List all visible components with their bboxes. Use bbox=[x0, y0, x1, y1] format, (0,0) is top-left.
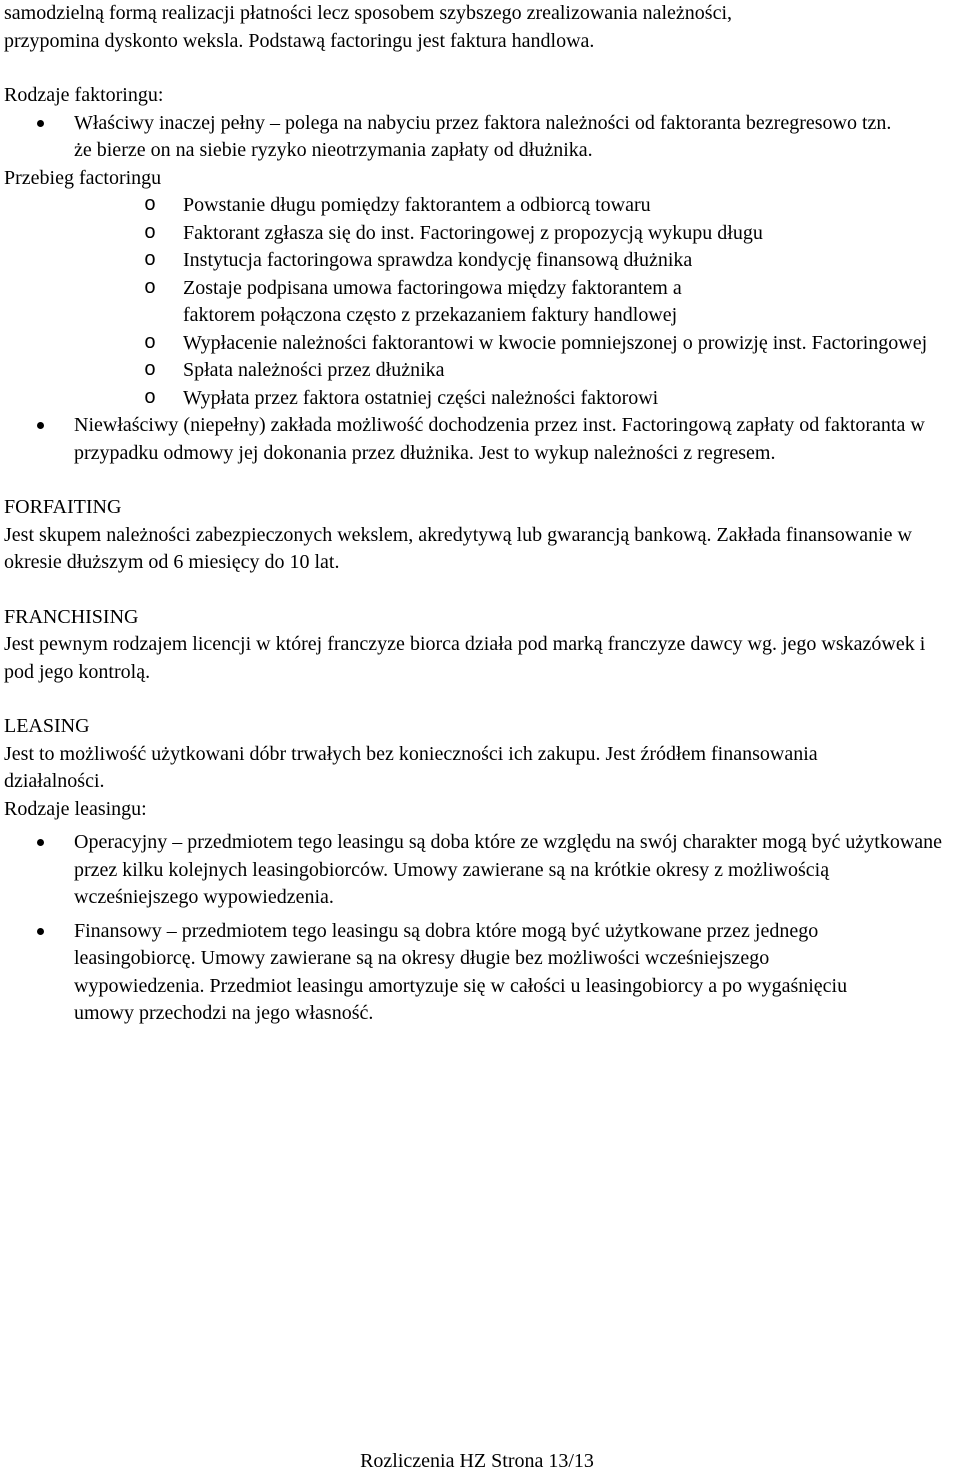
factoring-step: o Faktorant zgłasza się do inst. Factoringowej z propozycją wykupu długu bbox=[4, 220, 958, 248]
factoring-process-heading: Przebieg factoringu bbox=[4, 166, 162, 189]
factoring-type-improper-text: Niewłaściwy (niepełny) zakłada możliwość dochodzenia przez inst. Factoringową zapłaty od faktoranta w przypadku odmowy jej dokonania przez dłużnika. Jest to wykup należności z regresem. bbox=[74, 414, 925, 464]
document-page bbox=[4, 0, 958, 1028]
factoring-steps-list bbox=[4, 192, 958, 412]
intro-line-1: samodzielną formą realizacji płatności lecz sposobem szybszego zrealizowania należności, bbox=[4, 2, 733, 24]
factoring-types-heading: Rodzaje faktoringu: bbox=[4, 84, 164, 106]
leasing-text: Jest to możliwość użytkowani dóbr trwałych bez konieczności ich zakupu. Jest źródłem finansowania działalności. bbox=[4, 742, 818, 792]
franchising-heading: FRANCHISING bbox=[4, 605, 139, 628]
factoring-step: o Zostaje podpisana umowa factoringowa między faktorantem a faktorem połączona często z przekazaniem faktury handlowej bbox=[4, 275, 723, 330]
leasing-types-list bbox=[4, 829, 958, 1028]
forfaiting-heading: FORFAITING bbox=[4, 496, 122, 518]
leasing-type-financial-text: Finansowy – przedmiotem tego leasingu są dobra które mogą być użytkowane przez jednego leasingobiorcę. Umowy zawierane są na okresy długie bez możliwości wcześniejszego wypowiedzenia. Przedmiot leasingu amortyzuje się w całości u leasingobiorcy a po wygaśnięciu umowy przechodzi na jego własność. bbox=[74, 919, 848, 1024]
factoring-step: o Wypłacenie należności faktorantowi w kwocie pomniejszonej o prowizję inst. Factoringowej bbox=[4, 330, 953, 358]
factoring-step: o Powstanie długu pomiędzy faktorantem a odbiorcą towaru bbox=[4, 192, 958, 220]
leasing-types-heading: Rodzaje leasingu: bbox=[4, 797, 147, 820]
leasing-type-operational bbox=[4, 829, 958, 912]
factoring-type-proper-text: Właściwy inaczej pełny – polega na nabyciu przez faktora należności od faktoranta bezregresowo tzn. że bierze on na siebie ryzyko nieotrzymania zapłaty od dłużnika. bbox=[74, 111, 892, 161]
forfaiting-text: Jest skupem należności zabezpieczonych wekslem, akredytywą lub gwarancją bankową. Zakłada finansowanie w okresie dłuższym od 6 miesięcy do 10 lat. bbox=[4, 523, 912, 573]
franchising-text: Jest pewnym rodzajem licencji w której franczyze biorca działa pod marką franczyze dawcy wg. jego wskazówek i pod jego kontrolą. bbox=[4, 633, 926, 683]
page-footer-text: Rozliczenia HZ Strona 13/13 bbox=[360, 1450, 594, 1472]
factoring-type-improper bbox=[4, 412, 958, 467]
page-footer bbox=[0, 1448, 960, 1476]
leasing-type-operational-text: Operacyjny – przedmiotem tego leasingu są doba które ze względu na swój charakter mogą być użytkowane przez kilku kolejnych leasingobiorców. Umowy zawierane są na krótkie okresy z możliwością wcześniejszego wypowiedzenia. bbox=[74, 831, 943, 908]
factoring-step: o Instytucja factoringowa sprawdza kondycję finansową dłużnika bbox=[4, 247, 958, 275]
leasing-type-financial bbox=[4, 918, 958, 1028]
factoring-step: o Wypłata przez faktora ostatniej części należności faktorowi bbox=[4, 385, 958, 413]
intro-line-2: przypomina dyskonto weksla. Podstawą factoringu jest faktura handlowa. bbox=[4, 29, 595, 52]
leasing-heading: LEASING bbox=[4, 715, 90, 737]
factoring-types-list bbox=[4, 110, 958, 468]
factoring-step: o Spłata należności przez dłużnika bbox=[4, 357, 958, 385]
factoring-type-proper bbox=[4, 110, 958, 413]
